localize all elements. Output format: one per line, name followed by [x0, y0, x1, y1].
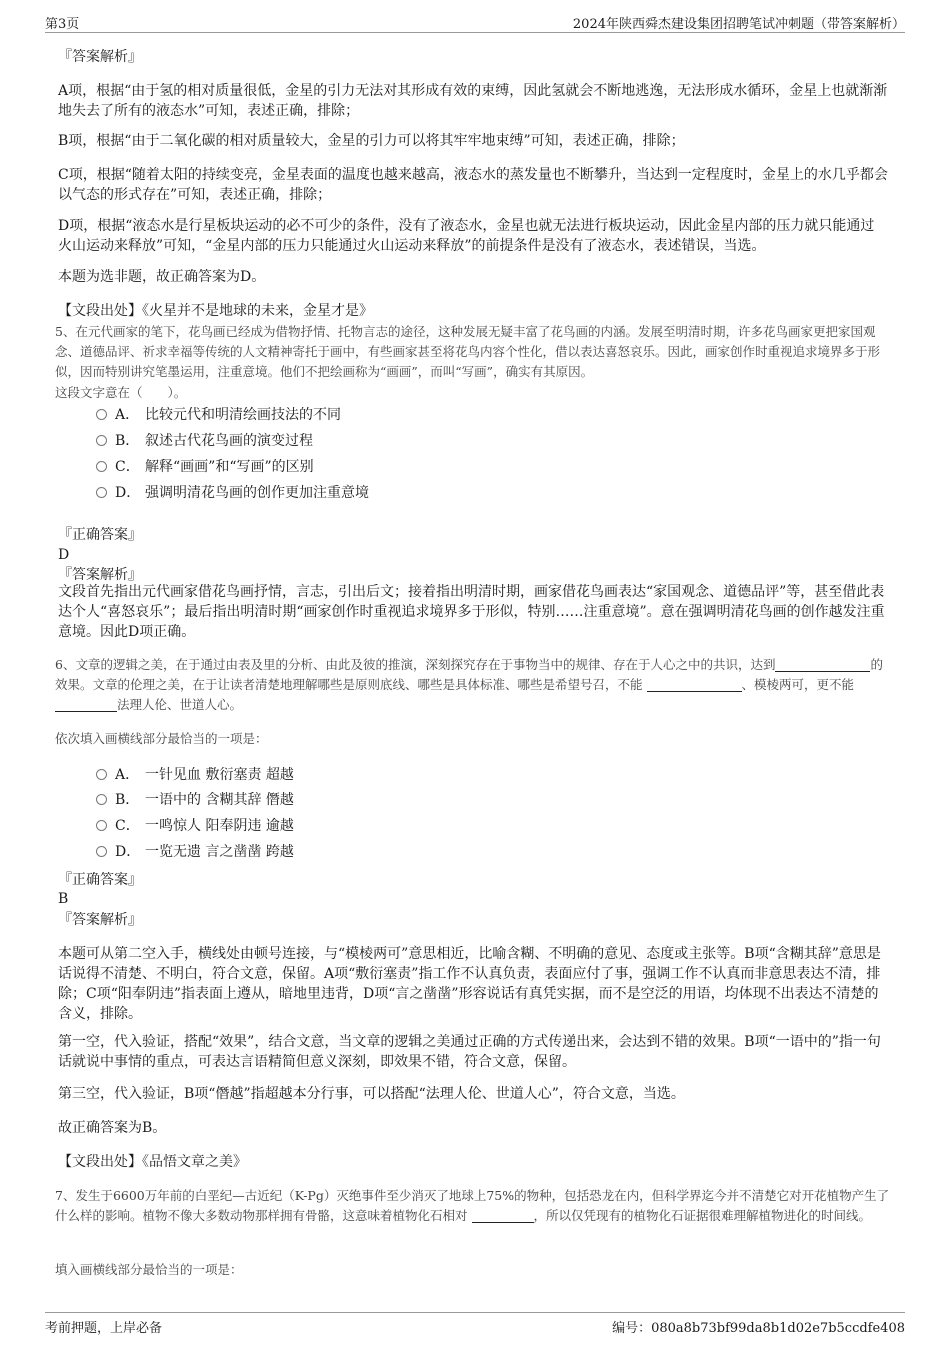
q6-analysis-para: 第三空，代入验证，B项“僭越”指超越本分行事，可以搭配“法理人伦、世道人心”，符合文意，当选。 — [58, 1086, 685, 1102]
q4-analysis-label: 『答案解析』 — [58, 49, 142, 65]
q6-analysis-para: 本题可从第二空入手，横线处由顿号连接，与“模棱两可”意思相近，比喻含糊、不明确的意见、态度或主张等。B项“含糊其辞”意思是话说得不清楚、不明白，符合文意，保留。A项“敷衍塞责”指工作不认真负责，表面应付了事，强调工作不认真而非意思表达不清，排除；C项“阳奉阴违”指表面上遵从，暗地里违背，D项“言之凿凿”形容说话有真凭实据，而不是空泛的用语，均体现不出表达不清楚的含义，排除。 — [58, 946, 881, 1022]
radio-icon[interactable] — [96, 820, 107, 831]
page-footer — [45, 1312, 905, 1335]
radio-icon[interactable] — [96, 487, 107, 498]
q4-analysis-para: C项，根据“随着太阳的持续变亮，金星表面的温度也越来越高，液态水的蒸发量也不断攀升，当达到一定程度时，金星上的水几乎都会以气态的形式存在”可知，表述正确，排除； — [58, 167, 888, 203]
option-letter: D． — [115, 844, 141, 860]
q6-stem-part: 的效果。文章的伦理之美，在于让读者清楚地理解哪些是原则底线、哪些是具体标准、哪些是希望号召，不能 — [55, 657, 883, 692]
radio-icon[interactable] — [96, 409, 107, 420]
option-letter: A． — [115, 767, 140, 783]
option-letter: D． — [115, 485, 141, 501]
answer-blank — [55, 697, 117, 712]
q5-analysis-label: 『答案解析』 — [58, 567, 142, 583]
q6-stem — [55, 655, 895, 715]
option-text: 解释“画画”和“写画”的区别 — [145, 459, 314, 475]
option-letter: B． — [115, 433, 140, 449]
option-text: 一鸣惊人 阳奉阴违 逾越 — [145, 818, 294, 834]
option-letter: A． — [115, 407, 140, 423]
answer-blank — [647, 677, 742, 692]
radio-icon[interactable] — [96, 794, 107, 805]
q6-analysis-label: 『答案解析』 — [58, 912, 142, 928]
q5-option-b[interactable] — [96, 431, 313, 451]
q6-option-a[interactable] — [96, 765, 294, 785]
q6-stem-part: 法理人伦、世道人心。 — [117, 697, 243, 712]
q6-analysis-para: 第一空，代入验证，搭配“效果”，结合文意，当文章的逻辑之美通过正确的方式传递出来，会达到不错的效果。B项“一语中的”指一句话就说中事情的重点，可表达言语精简但意义深刻，即效果不错，符合文意，保留。 — [58, 1034, 881, 1070]
q6-conclusion: 故正确答案为B。 — [58, 1120, 167, 1136]
q5-answer: D — [58, 547, 70, 563]
q6-stem-part: 6、文章的逻辑之美，在于通过由表及里的分析、由此及彼的推演，深刻探究存在于事物当中的规律、存在于人心之中的共识，达到 — [55, 657, 776, 672]
q7-stem-part: ，所以仅凭现有的植物化石证据很难理解植物进化的时间线。 — [533, 1208, 872, 1223]
q4-source: 【文段出处】《火星并不是地球的未来，金星才是》 — [58, 303, 373, 319]
q6-source: 【文段出处】《品悟文章之美》 — [58, 1154, 247, 1170]
document-title: 2024年陕西舜杰建设集团招聘笔试冲刺题（带答案解析） — [572, 17, 905, 32]
q6-answer: B — [58, 891, 69, 907]
radio-icon[interactable] — [96, 435, 107, 446]
option-letter: C． — [115, 459, 140, 475]
option-text: 一语中的 含糊其辞 僭越 — [145, 792, 294, 808]
page-number: 第3页 — [45, 17, 80, 32]
document-code: 编号：080a8b73bf99da8b1d02e7b5ccdfe408 — [612, 1321, 905, 1336]
option-letter: C． — [115, 818, 140, 834]
q7-prompt: 填入画横线部分最恰当的一项是： — [55, 1262, 243, 1277]
q4-analysis-para: B项，根据“由于二氧化碳的相对质量较大，金星的引力可以将其牢牢地束缚”可知，表述正确，排除； — [58, 133, 685, 149]
q5-analysis: 文段首先指出元代画家借花鸟画抒情，言志，引出后文；接着指出明清时期，画家借花鸟画表达“家国观念、道德品评”等，甚至借此表达个人“喜怒哀乐”；最后指出明清时期“画家创作时重视追求境界多于形似，特别……注重意境”。意在强调明清花鸟画的创作越发注重意境。因此D项正确。 — [58, 584, 885, 640]
option-text: 一针见血 敷衍塞责 超越 — [145, 767, 294, 783]
q5-option-d[interactable] — [96, 483, 369, 503]
answer-blank — [472, 1208, 534, 1223]
radio-icon[interactable] — [96, 461, 107, 472]
q6-option-b[interactable] — [96, 790, 294, 810]
q5-option-a[interactable] — [96, 405, 341, 425]
q4-analysis-para: D项，根据“液态水是行星板块运动的必不可少的条件，没有了液态水，金星也就无法进行板块运动，因此金星内部的压力就只能通过火山运动来释放”可知，“金星内部的压力只能通过火山运动来释放”的前提条件是没有了液态水，表述错误，当选。 — [58, 218, 875, 254]
page-header — [45, 10, 905, 33]
q6-stem-part: 、模棱两可，更不能 — [741, 677, 855, 692]
option-text: 比较元代和明清绘画技法的不同 — [145, 407, 341, 423]
radio-icon[interactable] — [96, 846, 107, 857]
option-text: 叙述古代花鸟画的演变过程 — [145, 433, 313, 449]
q4-conclusion: 本题为选非题，故正确答案为D。 — [58, 269, 266, 285]
q7-stem-part: 7、发生于6600万年前的白垩纪—古近纪（K-Pg）灭绝事件至少消灭了地球上75%的物种，包括恐龙在内，但科学界迄今并不清楚它对开花植物产生了什么样的影响。植物不像大多数动物那样拥有骨骼，这意味着植物化石相对 — [55, 1188, 890, 1223]
footer-slogan: 考前押题，上岸必备 — [45, 1321, 163, 1336]
q6-option-c[interactable] — [96, 816, 294, 836]
q6-answer-label: 『正确答案』 — [58, 872, 142, 888]
q5-prompt: 这段文字意在（ ）。 — [55, 385, 187, 400]
q5-answer-label: 『正确答案』 — [58, 527, 142, 543]
q5-option-c[interactable] — [96, 457, 314, 477]
q5-stem: 5、在元代画家的笔下，花鸟画已经成为借物抒情、托物言志的途径，这种发展无疑丰富了花鸟画的内涵。发展至明清时期，许多花鸟画家更把家国观念、道德品评、祈求幸福等传统的人文精神寄托于画中，有些画家甚至将花鸟内容个性化，借以表达喜怒哀乐。因此，画家创作时重视追求境界多于形似，因而特别讲究笔墨运用，注重意境。他们不把绘画称为“画画”，而叫“写画”，确实有其原因。 — [55, 324, 881, 379]
answer-blank — [775, 657, 870, 672]
radio-icon[interactable] — [96, 769, 107, 780]
q7-stem — [55, 1186, 895, 1226]
option-text: 强调明清花鸟画的创作更加注重意境 — [145, 485, 369, 501]
option-letter: B． — [115, 792, 140, 808]
q6-prompt: 依次填入画横线部分最恰当的一项是： — [55, 731, 268, 746]
option-text: 一览无遗 言之凿凿 跨越 — [145, 844, 294, 860]
q6-option-d[interactable] — [96, 842, 294, 862]
q4-analysis-para: A项，根据“由于氢的相对质量很低，金星的引力无法对其形成有效的束缚，因此氢就会不断地逃逸，无法形成水循环，金星上也就渐渐地失去了所有的液态水”可知，表述正确，排除； — [58, 83, 888, 119]
